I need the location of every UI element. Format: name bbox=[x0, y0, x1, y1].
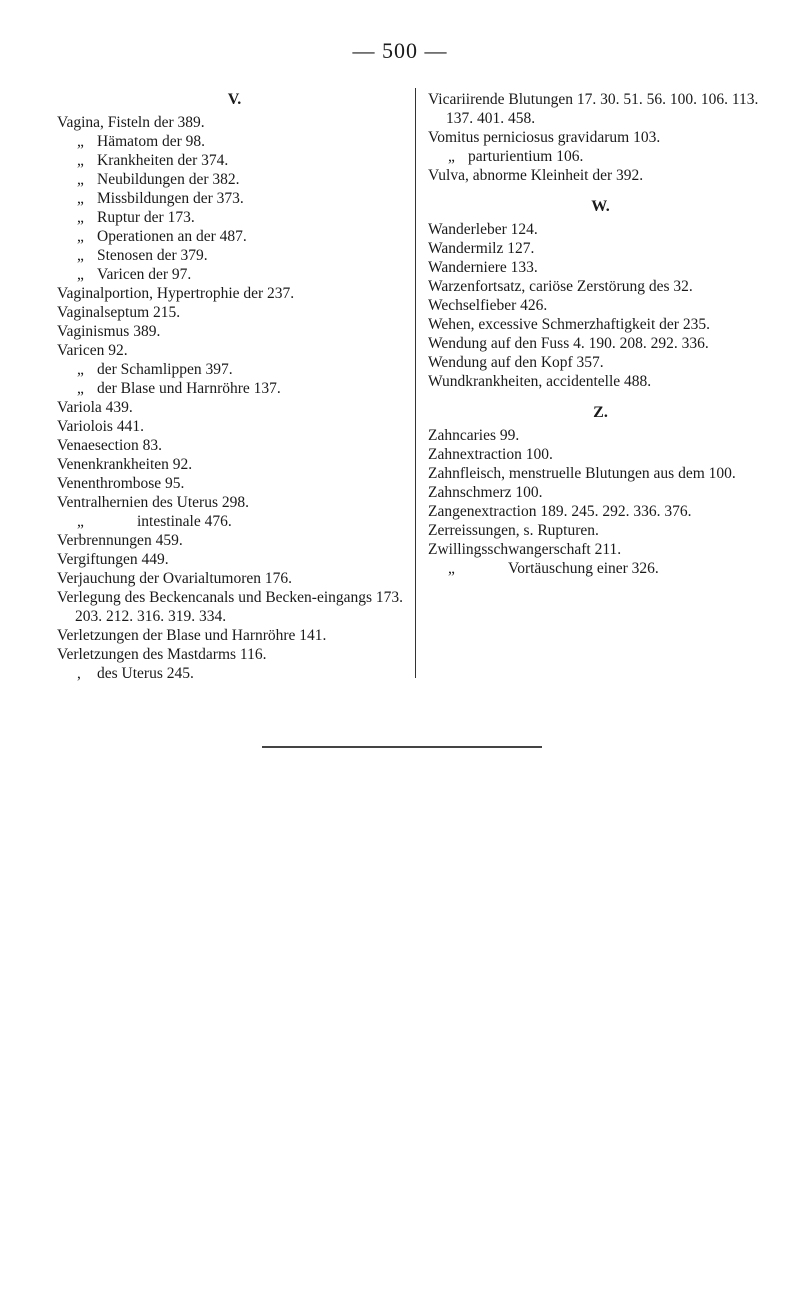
index-entry bbox=[57, 626, 412, 645]
index-entry bbox=[57, 474, 412, 493]
index-entry bbox=[428, 353, 773, 372]
index-entry bbox=[57, 284, 412, 303]
index-entry-text: Wendung auf den Kopf 357. bbox=[428, 354, 604, 371]
index-entry-text: Vortäuschung einer 326. bbox=[508, 560, 659, 577]
index-entry-text: des Uterus 245. bbox=[97, 665, 194, 682]
index-entry bbox=[57, 398, 412, 417]
ditto-mark: „ bbox=[77, 190, 84, 207]
index-entry-text: Stenosen der 379. bbox=[97, 247, 208, 264]
index-entry bbox=[57, 208, 412, 227]
index-entry-text: Verlegung des Beckencanals und Becken-eingangs 173. 203. 212. 316. 319. 334. bbox=[57, 589, 404, 625]
index-entry bbox=[57, 417, 412, 436]
ditto-mark: „ bbox=[77, 171, 84, 188]
index-entry bbox=[428, 258, 773, 277]
index-entry-text: der Schamlippen 397. bbox=[97, 361, 233, 378]
page-number: — 500 — bbox=[352, 38, 448, 63]
index-entry-text: Zahnextraction 100. bbox=[428, 446, 553, 463]
ditto-mark: „ bbox=[77, 380, 84, 397]
ditto-mark: „ bbox=[448, 148, 455, 165]
index-entry bbox=[428, 277, 773, 296]
index-entry bbox=[428, 147, 773, 166]
index-entry-text: Vicariirende Blutungen 17. 30. 51. 56. 100. 106. 113. 137. 401. 458. bbox=[428, 91, 759, 127]
index-entry bbox=[428, 220, 773, 239]
index-column-right bbox=[428, 90, 773, 578]
index-entry bbox=[428, 90, 773, 128]
ditto-mark: „ bbox=[77, 513, 84, 530]
ditto-mark: „ bbox=[77, 209, 84, 226]
index-entry-text: Warzenfortsatz, cariöse Zerstörung des 32. bbox=[428, 278, 693, 295]
index-entry-text: Neubildungen der 382. bbox=[97, 171, 240, 188]
index-entry bbox=[428, 296, 773, 315]
index-entry bbox=[57, 379, 412, 398]
index-entry bbox=[57, 322, 412, 341]
index-entry-text: Varicen 92. bbox=[57, 342, 128, 359]
index-entry-text: Variolois 441. bbox=[57, 418, 144, 435]
index-entry bbox=[57, 265, 412, 284]
index-entry-text: Zahnschmerz 100. bbox=[428, 484, 543, 501]
page-end-rule bbox=[262, 746, 542, 748]
index-entry bbox=[428, 540, 773, 559]
index-entry bbox=[428, 521, 773, 540]
index-entry bbox=[428, 128, 773, 147]
index-entry bbox=[57, 113, 412, 132]
index-entry-text: Vaginalseptum 215. bbox=[57, 304, 181, 321]
left-entry-list bbox=[57, 113, 412, 683]
index-entry bbox=[57, 132, 412, 151]
index-column-left bbox=[57, 90, 412, 683]
index-entry bbox=[57, 645, 412, 664]
index-entry bbox=[57, 493, 412, 512]
ditto-mark: „ bbox=[77, 133, 84, 150]
index-entry-text: Varicen der 97. bbox=[97, 266, 192, 283]
index-entry bbox=[57, 455, 412, 474]
index-entry bbox=[57, 227, 412, 246]
index-entry bbox=[57, 436, 412, 455]
index-entry-text: Verbrennungen 459. bbox=[57, 532, 183, 549]
ditto-mark: „ bbox=[77, 361, 84, 378]
index-entry-text: der Blase und Harnröhre 137. bbox=[97, 380, 281, 397]
index-entry bbox=[57, 170, 412, 189]
index-entry bbox=[428, 445, 773, 464]
index-entry bbox=[428, 464, 773, 483]
section-letter: Z. bbox=[593, 404, 608, 421]
index-entry bbox=[428, 315, 773, 334]
index-entry bbox=[57, 303, 412, 322]
index-entry-text: parturientium 106. bbox=[468, 148, 584, 165]
index-entry bbox=[57, 531, 412, 550]
index-entry-text: Zangenextraction 189. 245. 292. 336. 376. bbox=[428, 503, 692, 520]
index-entry-text: Verletzungen des Mastdarms 116. bbox=[57, 646, 267, 663]
index-entry-text: Wechselfieber 426. bbox=[428, 297, 548, 314]
index-entry-text: Wanderleber 124. bbox=[428, 221, 538, 238]
index-entry bbox=[428, 559, 773, 578]
ditto-mark: „ bbox=[77, 247, 84, 264]
index-entry-text: Ventralhernien des Uterus 298. bbox=[57, 494, 249, 511]
index-entry-text: Vomitus perniciosus gravidarum 103. bbox=[428, 129, 661, 146]
index-entry bbox=[57, 512, 412, 531]
index-entry bbox=[428, 166, 773, 185]
index-entry bbox=[428, 502, 773, 521]
index-entry-text: Venaesection 83. bbox=[57, 437, 163, 454]
index-entry bbox=[57, 569, 412, 588]
index-entry-text: Wundkrankheiten, accidentelle 488. bbox=[428, 373, 652, 390]
index-entry bbox=[57, 664, 412, 683]
index-entry-text: Venenthrombose 95. bbox=[57, 475, 185, 492]
index-entry-text: Zahncaries 99. bbox=[428, 427, 520, 444]
column-divider bbox=[415, 88, 416, 678]
index-entry-text: Hämatom der 98. bbox=[97, 133, 206, 150]
index-entry bbox=[57, 588, 412, 626]
index-entry-text: Vergiftungen 449. bbox=[57, 551, 169, 568]
index-entry-text: Operationen an der 487. bbox=[97, 228, 247, 245]
section-letter-v: V. bbox=[227, 91, 242, 108]
index-entry-text: Krankheiten der 374. bbox=[97, 152, 229, 169]
index-entry bbox=[428, 239, 773, 258]
index-entry bbox=[57, 550, 412, 569]
index-entry-text: Wandermilz 127. bbox=[428, 240, 535, 257]
index-entry-text: Wehen, excessive Schmerzhaftigkeit der 235. bbox=[428, 316, 710, 333]
index-entry-text: Zwillingsschwangerschaft 211. bbox=[428, 541, 622, 558]
index-entry-text: intestinale 476. bbox=[137, 513, 232, 530]
index-entry bbox=[428, 426, 773, 445]
index-entry-text: Verjauchung der Ovarialtumoren 176. bbox=[57, 570, 293, 587]
ditto-mark: , bbox=[77, 665, 81, 682]
index-entry-text: Wendung auf den Fuss 4. 190. 208. 292. 336. bbox=[428, 335, 709, 352]
index-entry-text: Verletzungen der Blase und Harnröhre 141. bbox=[57, 627, 327, 644]
section-letter: W. bbox=[591, 198, 610, 215]
index-entry bbox=[428, 483, 773, 502]
index-entry-text: Venenkrankheiten 92. bbox=[57, 456, 193, 473]
index-entry-text: Variola 439. bbox=[57, 399, 133, 416]
index-entry-text: Zahnfleisch, menstruelle Blutungen aus dem 100. bbox=[428, 465, 736, 482]
index-entry bbox=[57, 189, 412, 208]
right-section-list bbox=[428, 90, 773, 578]
ditto-mark: „ bbox=[77, 152, 84, 169]
index-entry bbox=[57, 246, 412, 265]
index-entry bbox=[428, 372, 773, 391]
index-entry-text: Vaginalportion, Hypertrophie der 237. bbox=[57, 285, 295, 302]
index-entry-text: Zerreissungen, s. Rupturen. bbox=[428, 522, 599, 539]
index-entry bbox=[57, 151, 412, 170]
index-entry bbox=[428, 334, 773, 353]
ditto-mark: „ bbox=[77, 228, 84, 245]
index-entry bbox=[57, 360, 412, 379]
index-entry bbox=[57, 341, 412, 360]
ditto-mark: „ bbox=[448, 560, 455, 577]
index-entry-text: Ruptur der 173. bbox=[97, 209, 195, 226]
index-entry-text: Vulva, abnorme Kleinheit der 392. bbox=[428, 167, 644, 184]
index-entry-text: Vagina, Fisteln der 389. bbox=[57, 114, 205, 131]
index-entry-text: Vaginismus 389. bbox=[57, 323, 161, 340]
index-entry-text: Wanderniere 133. bbox=[428, 259, 538, 276]
ditto-mark: „ bbox=[77, 266, 84, 283]
index-entry-text: Missbildungen der 373. bbox=[97, 190, 244, 207]
